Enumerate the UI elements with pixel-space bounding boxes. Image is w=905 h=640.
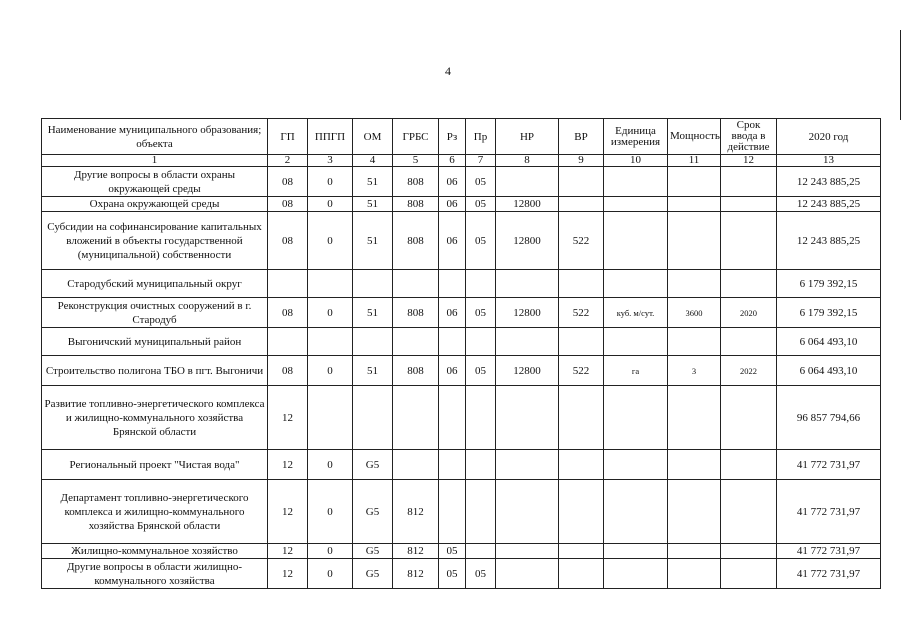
row-vr bbox=[559, 544, 604, 559]
row-nr bbox=[496, 386, 559, 450]
row-gp: 08 bbox=[268, 167, 308, 197]
table-row bbox=[42, 450, 881, 480]
row-capacity bbox=[668, 450, 721, 480]
row-gp: 08 bbox=[268, 298, 308, 328]
row-grbs bbox=[393, 386, 439, 450]
row-commission-year bbox=[721, 544, 777, 559]
row-rz bbox=[439, 328, 466, 356]
row-gp bbox=[268, 328, 308, 356]
row-nr bbox=[496, 270, 559, 298]
row-unit bbox=[604, 450, 668, 480]
row-ppgp bbox=[308, 328, 353, 356]
row-nr bbox=[496, 544, 559, 559]
column-number: 12 bbox=[721, 155, 777, 167]
page-edge-line bbox=[900, 30, 901, 120]
row-unit bbox=[604, 480, 668, 544]
row-capacity bbox=[668, 328, 721, 356]
row-rz bbox=[439, 386, 466, 450]
row-pr: 05 bbox=[466, 298, 496, 328]
row-grbs: 808 bbox=[393, 167, 439, 197]
row-capacity: 3600 bbox=[668, 298, 721, 328]
row-unit bbox=[604, 559, 668, 589]
column-number: 2 bbox=[268, 155, 308, 167]
row-nr bbox=[496, 328, 559, 356]
table-body bbox=[42, 167, 881, 589]
table-row bbox=[42, 356, 881, 386]
row-gp bbox=[268, 270, 308, 298]
row-amount-2020: 6 179 392,15 bbox=[777, 298, 881, 328]
row-commission-year bbox=[721, 450, 777, 480]
row-pr bbox=[466, 544, 496, 559]
header-capacity: Мощность bbox=[668, 119, 721, 155]
row-amount-2020: 41 772 731,97 bbox=[777, 480, 881, 544]
table-row bbox=[42, 559, 881, 589]
row-commission-year bbox=[721, 270, 777, 298]
row-pr bbox=[466, 328, 496, 356]
row-ppgp: 0 bbox=[308, 298, 353, 328]
row-rz bbox=[439, 270, 466, 298]
row-grbs: 808 bbox=[393, 356, 439, 386]
row-unit bbox=[604, 328, 668, 356]
row-pr bbox=[466, 386, 496, 450]
row-ppgp: 0 bbox=[308, 356, 353, 386]
row-vr: 522 bbox=[559, 212, 604, 270]
row-nr: 12800 bbox=[496, 212, 559, 270]
row-commission-year: 2022 bbox=[721, 356, 777, 386]
row-pr: 05 bbox=[466, 356, 496, 386]
row-vr bbox=[559, 386, 604, 450]
column-number: 4 bbox=[353, 155, 393, 167]
row-ppgp: 0 bbox=[308, 544, 353, 559]
row-pr: 05 bbox=[466, 212, 496, 270]
row-vr bbox=[559, 270, 604, 298]
table-row bbox=[42, 386, 881, 450]
row-vr bbox=[559, 450, 604, 480]
row-grbs: 808 bbox=[393, 197, 439, 212]
row-om: G5 bbox=[353, 559, 393, 589]
row-rz: 05 bbox=[439, 544, 466, 559]
row-nr: 12800 bbox=[496, 298, 559, 328]
page-number: 4 bbox=[445, 64, 451, 78]
row-vr bbox=[559, 197, 604, 212]
row-pr bbox=[466, 450, 496, 480]
row-unit bbox=[604, 167, 668, 197]
row-gp: 12 bbox=[268, 480, 308, 544]
row-name: Другие вопросы в области охраны окружающей среды bbox=[42, 167, 268, 197]
row-grbs bbox=[393, 328, 439, 356]
row-om bbox=[353, 270, 393, 298]
row-vr bbox=[559, 328, 604, 356]
row-name: Региональный проект "Чистая вода" bbox=[42, 450, 268, 480]
row-pr bbox=[466, 480, 496, 544]
row-rz: 06 bbox=[439, 167, 466, 197]
row-grbs: 812 bbox=[393, 544, 439, 559]
row-name: Субсидии на софинансирование капитальных вложений в объекты государственной (муниципальной) собственности bbox=[42, 212, 268, 270]
row-name: Охрана окружающей среды bbox=[42, 197, 268, 212]
column-number: 1 bbox=[42, 155, 268, 167]
row-vr bbox=[559, 167, 604, 197]
column-number: 3 bbox=[308, 155, 353, 167]
row-commission-year bbox=[721, 328, 777, 356]
row-amount-2020: 41 772 731,97 bbox=[777, 544, 881, 559]
row-om: 51 bbox=[353, 356, 393, 386]
row-amount-2020: 12 243 885,25 bbox=[777, 167, 881, 197]
row-gp: 12 bbox=[268, 450, 308, 480]
header-unit: Единица измерения bbox=[604, 119, 668, 155]
table-row bbox=[42, 197, 881, 212]
row-ppgp: 0 bbox=[308, 197, 353, 212]
row-rz bbox=[439, 480, 466, 544]
row-capacity bbox=[668, 544, 721, 559]
table-row bbox=[42, 167, 881, 197]
row-nr bbox=[496, 167, 559, 197]
row-capacity bbox=[668, 270, 721, 298]
row-rz: 06 bbox=[439, 356, 466, 386]
row-om: G5 bbox=[353, 450, 393, 480]
row-vr bbox=[559, 559, 604, 589]
row-vr: 522 bbox=[559, 298, 604, 328]
row-commission-year bbox=[721, 167, 777, 197]
row-unit bbox=[604, 197, 668, 212]
header-vr: ВР bbox=[559, 119, 604, 155]
row-ppgp: 0 bbox=[308, 167, 353, 197]
column-number: 7 bbox=[466, 155, 496, 167]
row-capacity bbox=[668, 167, 721, 197]
row-om: 51 bbox=[353, 298, 393, 328]
row-ppgp: 0 bbox=[308, 450, 353, 480]
row-grbs: 812 bbox=[393, 559, 439, 589]
row-name: Развитие топливно-энергетического комплекса и жилищно-коммунального хозяйства Брянской области bbox=[42, 386, 268, 450]
row-gp: 12 bbox=[268, 544, 308, 559]
header-grbs: ГРБС bbox=[393, 119, 439, 155]
table-row bbox=[42, 544, 881, 559]
row-rz bbox=[439, 450, 466, 480]
column-numbers-row bbox=[42, 155, 881, 167]
row-om bbox=[353, 328, 393, 356]
row-ppgp bbox=[308, 386, 353, 450]
table-row bbox=[42, 298, 881, 328]
row-nr: 12800 bbox=[496, 197, 559, 212]
row-nr bbox=[496, 450, 559, 480]
row-commission-year bbox=[721, 212, 777, 270]
row-om: G5 bbox=[353, 544, 393, 559]
row-grbs: 808 bbox=[393, 212, 439, 270]
row-unit bbox=[604, 270, 668, 298]
row-name: Стародубский муниципальный округ bbox=[42, 270, 268, 298]
header-rz: Рз bbox=[439, 119, 466, 155]
row-commission-year bbox=[721, 559, 777, 589]
header-name: Наименование муниципального образования; объекта bbox=[42, 119, 268, 155]
table-row bbox=[42, 270, 881, 298]
row-om: 51 bbox=[353, 167, 393, 197]
row-commission-year bbox=[721, 386, 777, 450]
row-name: Жилищно-коммунальное хозяйство bbox=[42, 544, 268, 559]
row-name: Строительство полигона ТБО в пгт. Выгоничи bbox=[42, 356, 268, 386]
budget-table bbox=[41, 118, 881, 589]
column-number: 5 bbox=[393, 155, 439, 167]
row-unit bbox=[604, 544, 668, 559]
header-ppgp: ППГП bbox=[308, 119, 353, 155]
row-capacity bbox=[668, 197, 721, 212]
row-pr: 05 bbox=[466, 559, 496, 589]
header-year-2020: 2020 год bbox=[777, 119, 881, 155]
row-name: Другие вопросы в области жилищно-коммунального хозяйства bbox=[42, 559, 268, 589]
row-capacity bbox=[668, 559, 721, 589]
header-pr: Пр bbox=[466, 119, 496, 155]
row-unit: куб. м/сут. bbox=[604, 298, 668, 328]
row-name: Реконструкция очистных сооружений в г. Стародуб bbox=[42, 298, 268, 328]
column-number: 13 bbox=[777, 155, 881, 167]
row-commission-year bbox=[721, 197, 777, 212]
row-commission-year bbox=[721, 480, 777, 544]
row-ppgp bbox=[308, 270, 353, 298]
row-nr bbox=[496, 480, 559, 544]
column-number: 11 bbox=[668, 155, 721, 167]
row-unit bbox=[604, 212, 668, 270]
row-grbs bbox=[393, 270, 439, 298]
row-rz: 06 bbox=[439, 298, 466, 328]
row-grbs: 812 bbox=[393, 480, 439, 544]
row-name: Департамент топливно-энергетического комплекса и жилищно-коммунального хозяйства Брянской области bbox=[42, 480, 268, 544]
row-om: 51 bbox=[353, 197, 393, 212]
row-rz: 06 bbox=[439, 212, 466, 270]
table-header-row bbox=[42, 119, 881, 155]
row-unit: га bbox=[604, 356, 668, 386]
row-gp: 12 bbox=[268, 559, 308, 589]
row-rz: 05 bbox=[439, 559, 466, 589]
row-capacity bbox=[668, 386, 721, 450]
row-amount-2020: 6 064 493,10 bbox=[777, 328, 881, 356]
row-amount-2020: 6 179 392,15 bbox=[777, 270, 881, 298]
row-grbs bbox=[393, 450, 439, 480]
row-pr bbox=[466, 270, 496, 298]
row-amount-2020: 96 857 794,66 bbox=[777, 386, 881, 450]
row-amount-2020: 41 772 731,97 bbox=[777, 450, 881, 480]
row-nr bbox=[496, 559, 559, 589]
row-capacity bbox=[668, 212, 721, 270]
row-amount-2020: 6 064 493,10 bbox=[777, 356, 881, 386]
row-gp: 08 bbox=[268, 356, 308, 386]
row-capacity: 3 bbox=[668, 356, 721, 386]
row-name: Выгоничский муниципальный район bbox=[42, 328, 268, 356]
row-grbs: 808 bbox=[393, 298, 439, 328]
row-ppgp: 0 bbox=[308, 480, 353, 544]
row-om: 51 bbox=[353, 212, 393, 270]
header-commission-date: Срок ввода в действие bbox=[721, 119, 777, 155]
row-vr bbox=[559, 480, 604, 544]
header-nr: НР bbox=[496, 119, 559, 155]
row-amount-2020: 12 243 885,25 bbox=[777, 212, 881, 270]
row-amount-2020: 12 243 885,25 bbox=[777, 197, 881, 212]
table-row bbox=[42, 480, 881, 544]
row-unit bbox=[604, 386, 668, 450]
row-om bbox=[353, 386, 393, 450]
table-row bbox=[42, 212, 881, 270]
row-gp: 08 bbox=[268, 212, 308, 270]
row-pr: 05 bbox=[466, 197, 496, 212]
row-om: G5 bbox=[353, 480, 393, 544]
row-ppgp: 0 bbox=[308, 559, 353, 589]
column-number: 8 bbox=[496, 155, 559, 167]
row-pr: 05 bbox=[466, 167, 496, 197]
column-number: 6 bbox=[439, 155, 466, 167]
row-nr: 12800 bbox=[496, 356, 559, 386]
column-number: 9 bbox=[559, 155, 604, 167]
row-amount-2020: 41 772 731,97 bbox=[777, 559, 881, 589]
column-number: 10 bbox=[604, 155, 668, 167]
header-gp: ГП bbox=[268, 119, 308, 155]
row-commission-year: 2020 bbox=[721, 298, 777, 328]
header-om: ОМ bbox=[353, 119, 393, 155]
row-capacity bbox=[668, 480, 721, 544]
row-gp: 12 bbox=[268, 386, 308, 450]
row-rz: 06 bbox=[439, 197, 466, 212]
row-gp: 08 bbox=[268, 197, 308, 212]
row-vr: 522 bbox=[559, 356, 604, 386]
table-row bbox=[42, 328, 881, 356]
row-ppgp: 0 bbox=[308, 212, 353, 270]
